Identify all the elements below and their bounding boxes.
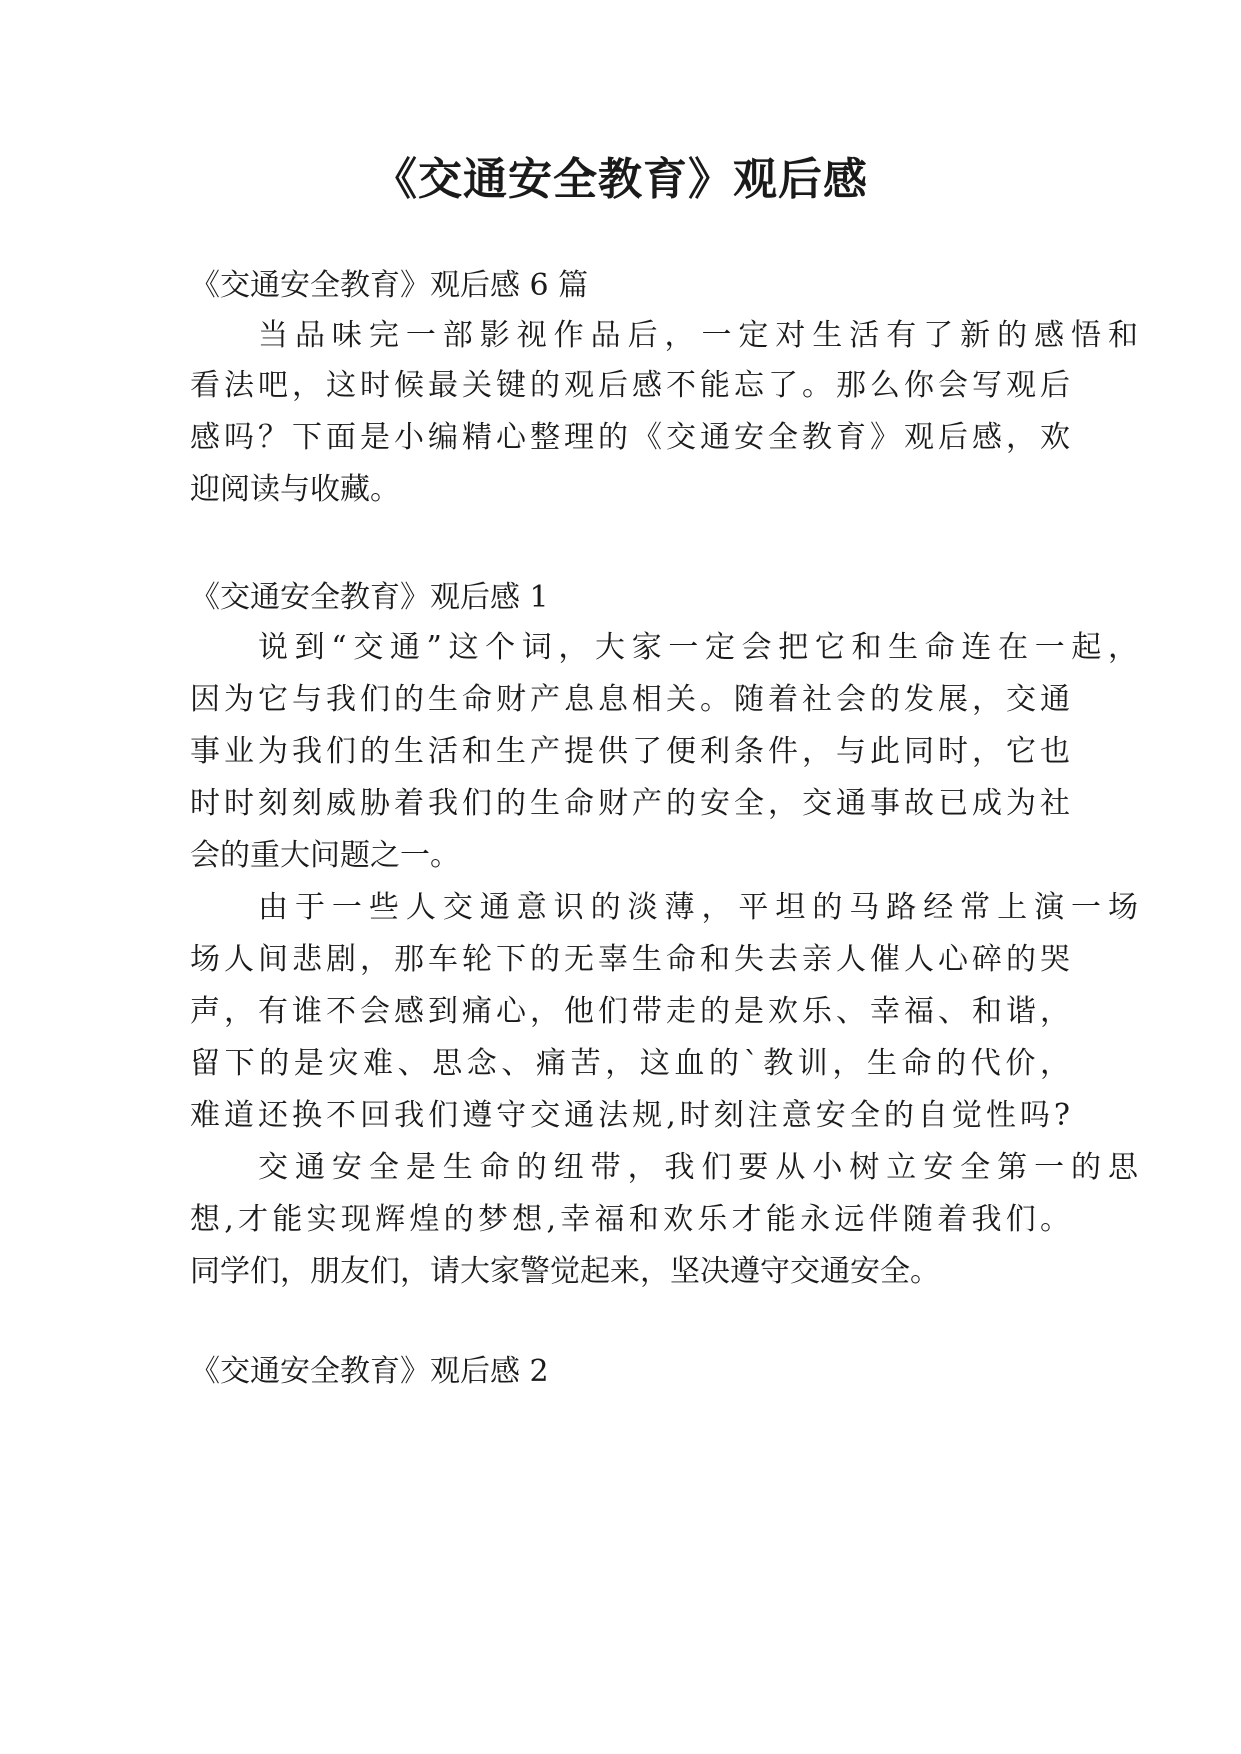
intro-line: 迎阅读与收藏。: [190, 472, 400, 507]
paragraph-line: 难道还换不回我们遵守交通法规,时刻注意安全的自觉性吗?: [190, 1098, 1070, 1133]
intro-line: 感吗？下面是小编精心整理的《交通安全教育》观后感，欢: [190, 420, 1070, 455]
paragraph-line: 声，有谁不会感到痛心，他们带走的是欢乐、幸福、和谐，: [190, 994, 1070, 1029]
paragraph-line: 时时刻刻威胁着我们的生命财产的安全，交通事故已成为社: [190, 786, 1070, 821]
intro-line: 看法吧，这时候最关键的观后感不能忘了。那么你会写观后: [190, 368, 1070, 403]
intro-line: 当品味完一部影视作品后，一定对生活有了新的感悟和: [258, 318, 1138, 353]
paragraph-line: 想,才能实现辉煌的梦想,幸福和欢乐才能永远伴随着我们。: [190, 1202, 1070, 1237]
document-title: 《交通安全教育》观后感: [373, 154, 868, 205]
paragraph-line: 留下的是灾难、思念、痛苦，这血的`教训，生命的代价，: [190, 1046, 1070, 1081]
paragraph-line: 交通安全是生命的纽带，我们要从小树立安全第一的思: [258, 1150, 1138, 1185]
paragraph-line: 会的重大问题之一。: [190, 838, 460, 873]
section-heading: 《交通安全教育》观后感 2: [190, 1354, 549, 1389]
paragraph-line: 事业为我们的生活和生产提供了便利条件，与此同时，它也: [190, 734, 1070, 769]
section-heading: 《交通安全教育》观后感 1: [190, 580, 549, 615]
intro-heading: 《交通安全教育》观后感 6 篇: [190, 268, 589, 303]
paragraph-line: 同学们，朋友们，请大家警觉起来，坚决遵守交通安全。: [190, 1254, 940, 1289]
paragraph-line: 场人间悲剧，那车轮下的无辜生命和失去亲人催人心碎的哭: [190, 942, 1070, 977]
paragraph-line: 因为它与我们的生命财产息息相关。随着社会的发展，交通: [190, 682, 1070, 717]
paragraph-line: 说到“交通”这个词，大家一定会把它和生命连在一起，: [258, 630, 1138, 665]
paragraph-line: 由于一些人交通意识的淡薄，平坦的马路经常上演一场: [258, 890, 1138, 925]
